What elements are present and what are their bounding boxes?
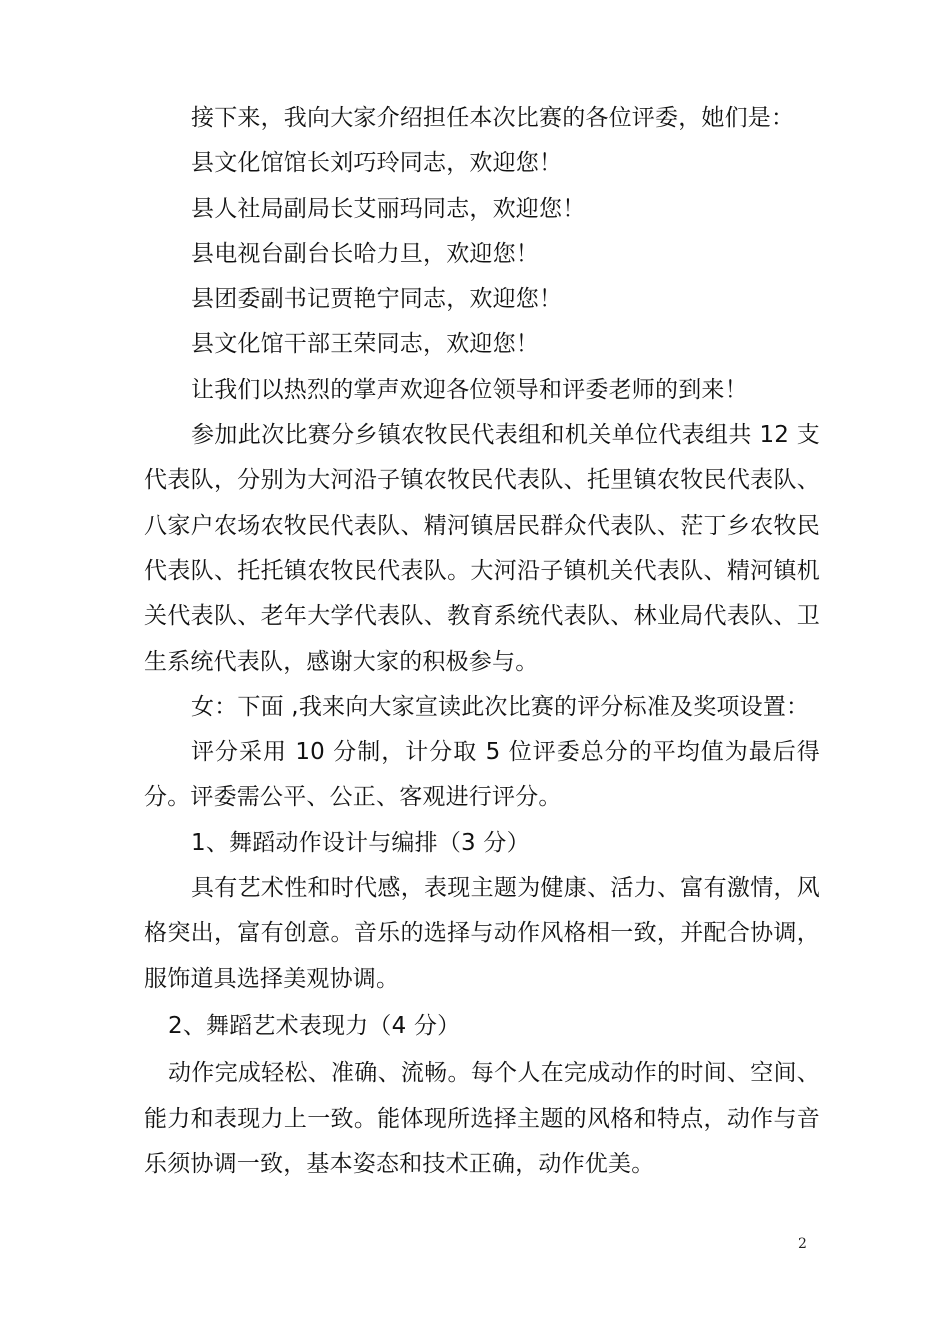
paragraph-scoring-method: 评分采用 10 分制，计分取 5 位评委总分的平均值为最后得分。评委需公平、公正、客观进行评分。 — [144, 739, 820, 811]
heading-criterion-1: 1、舞蹈动作设计与编排（3 分） — [191, 829, 530, 856]
paragraph-teams: 参加此次比赛分乡镇农牧民代表组和机关单位代表组共 12 支代表队，分别为大河沿子镇农牧民代表队、托里镇农牧民代表队、八家户农场农牧民代表队、精河镇居民群众代表队、茫丁乡农牧民代表队、托托镇农牧民代表队。大河沿子镇机关代表队、精河镇机关代表队、老年大学代表队、教育系统代表队、林业局代表队、卫生系统代表队，感谢大家的积极参与。 — [144, 422, 820, 675]
heading-criterion-2: 2、舞蹈艺术表现力（4 分） — [168, 1012, 461, 1039]
paragraph-judge-1: 县文化馆馆长刘巧玲同志，欢迎您！ — [191, 150, 563, 177]
paragraph-judge-4: 县团委副书记贾艳宁同志，欢迎您！ — [191, 286, 563, 313]
body-text — [144, 96, 820, 1187]
paragraph-applause: 让我们以热烈的掌声欢迎各位领导和评委老师的到来！ — [191, 376, 748, 403]
paragraph-criterion-2: 动作完成轻松、准确、流畅。每个人在完成动作的时间、空间、能力和表现力上一致。能体现所选择主题的风格和特点，动作与音乐须协调一致，基本姿态和技术正确，动作优美。 — [144, 1060, 820, 1177]
paragraph-scoring-intro: 女：下面 ,我来向大家宣读此次比赛的评分标准及奖项设置： — [191, 693, 810, 720]
paragraph-judge-3: 县电视台副台长哈力旦，欢迎您！ — [191, 240, 539, 267]
paragraph-criterion-1: 具有艺术性和时代感，表现主题为健康、活力、富有激情，风格突出，富有创意。音乐的选择与动作风格相一致，并配合协调，服饰道具选择美观协调。 — [144, 875, 820, 992]
paragraph-judge-5: 县文化馆干部王荣同志，欢迎您！ — [191, 331, 539, 358]
page-number: 2 — [798, 1236, 807, 1252]
paragraph-judges-intro: 接下来，我向大家介绍担任本次比赛的各位评委，她们是： — [191, 105, 795, 131]
paragraph-judge-2: 县人社局副局长艾丽玛同志，欢迎您！ — [191, 195, 586, 222]
